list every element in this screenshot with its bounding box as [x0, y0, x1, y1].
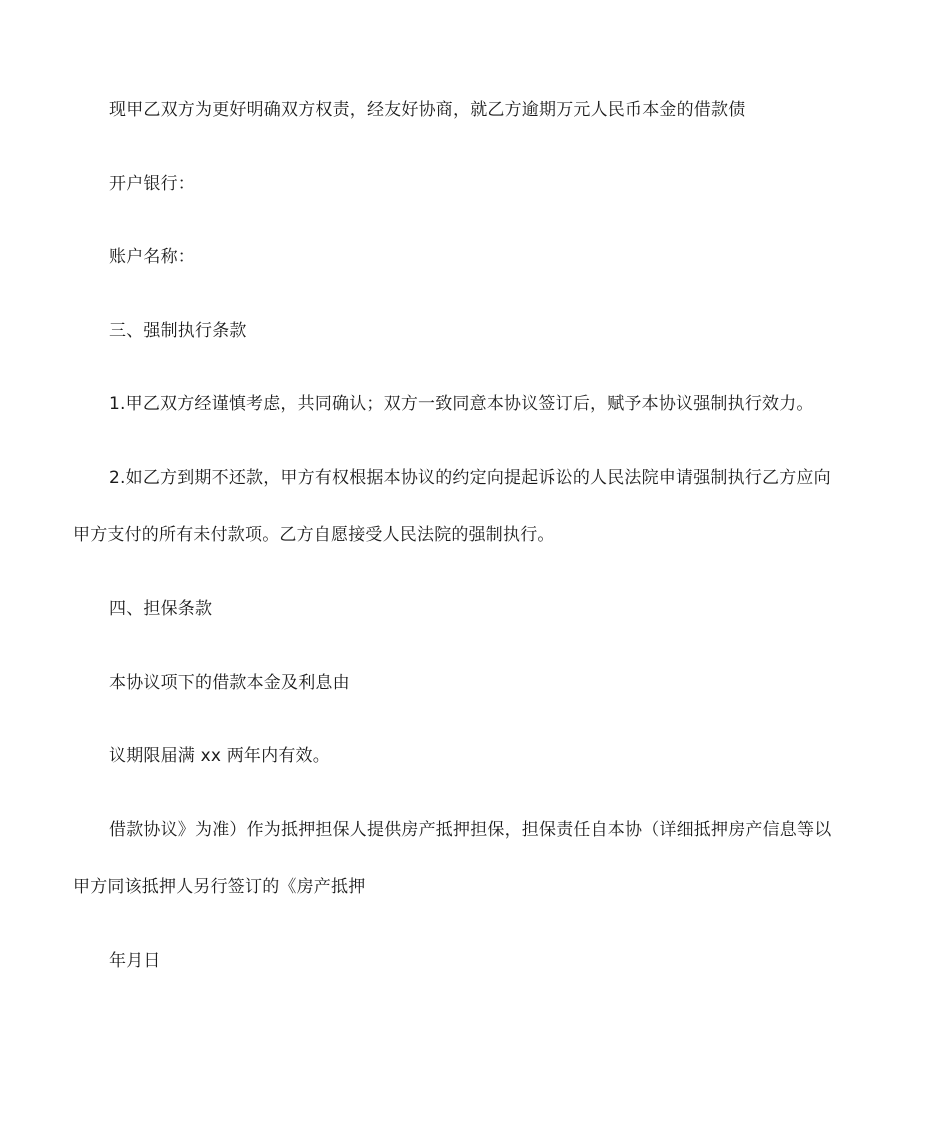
- field-bank-label: 开户银行：: [109, 174, 195, 194]
- paragraph-debt-intro: 现甲乙双方为更好明确双方权责，经友好协商，就乙方逾期万元人民币本金的借款债: [109, 100, 746, 120]
- section-heading-enforcement: 三、强制执行条款: [109, 321, 247, 341]
- paragraph-guarantee-principal: 本协议项下的借款本金及利息由: [109, 673, 350, 693]
- date-line: 年月日: [109, 951, 161, 971]
- section-heading-guarantee: 四、担保条款: [109, 599, 213, 619]
- paragraph-validity-period: 议期限届满 xx 两年内有效。: [109, 746, 330, 766]
- paragraph-mortgage-guarantee-continued: 甲方同该抵押人另行签订的《房产抵押: [73, 877, 366, 897]
- clause-2-enforcement: 2.如乙方到期不还款，甲方有权根据本协议的约定向提起诉讼的人民法院申请强制执行乙方应向: [109, 468, 831, 488]
- field-account-name-label: 账户名称：: [109, 247, 195, 267]
- clause-1-enforcement: 1.甲乙双方经谨慎考虑，共同确认；双方一致同意本协议签订后，赋予本协议强制执行效力。: [109, 394, 814, 414]
- clause-2-enforcement-continued: 甲方支付的所有未付款项。乙方自愿接受人民法院的强制执行。: [73, 525, 555, 545]
- paragraph-mortgage-guarantee: 借款协议》为准）作为抵押担保人提供房产抵押担保，担保责任自本协（详细抵押房产信息等以: [109, 820, 832, 840]
